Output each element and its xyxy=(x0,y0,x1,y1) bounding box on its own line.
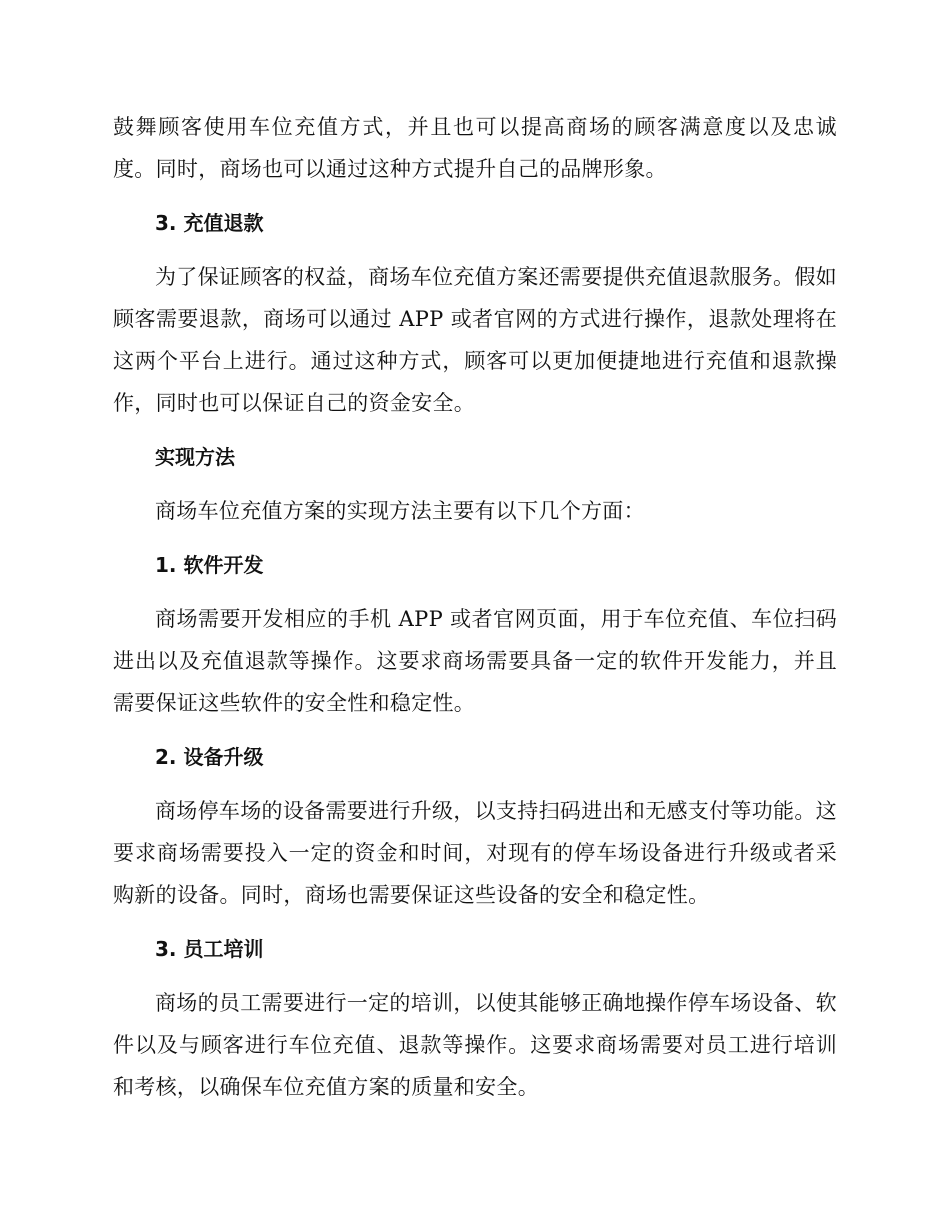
paragraph-software-development: 商场需要开发相应的手机 APP 或者官网页面，用于车位充值、车位扫码进出以及充值退款等操作。这要求商场需要具备一定的软件开发能力，并且需要保证这些软件的安全性和稳定性。 xyxy=(113,607,837,715)
document-page xyxy=(113,106,837,1108)
heading-equipment-upgrade: 2. 设备升级 xyxy=(155,745,264,769)
paragraph-equipment-upgrade: 商场停车场的设备需要进行升级，以支持扫码进出和无感支付等功能。这要求商场需要投入一定的资金和时间，对现有的停车场设备进行升级或者采购新的设备。同时，商场也需要保证这些设备的安全和稳定性。 xyxy=(113,799,837,907)
paragraph-loyalty: 鼓舞顾客使用车位充值方式，并且也可以提高商场的顾客满意度以及忠诚度。同时，商场也可以通过这种方式提升自己的品牌形象。 xyxy=(113,115,837,181)
paragraph-refund: 为了保证顾客的权益，商场车位充值方案还需要提供充值退款服务。假如顾客需要退款，商场可以通过 APP 或者官网的方式进行操作，退款处理将在这两个平台上进行。通过这种方式，顾客可以更加便捷地进行充值和退款操作，同时也可以保证自己的资金安全。 xyxy=(113,265,837,415)
heading-refund: 3. 充值退款 xyxy=(155,211,264,235)
paragraph-staff-training: 商场的员工需要进行一定的培训，以使其能够正确地操作停车场设备、软件以及与顾客进行车位充值、退款等操作。这要求商场需要对员工进行培训和考核，以确保车位充值方案的质量和安全。 xyxy=(113,991,837,1099)
paragraph-implementation-intro: 商场车位充值方案的实现方法主要有以下几个方面： xyxy=(155,499,645,523)
heading-staff-training: 3. 员工培训 xyxy=(155,937,264,961)
heading-software-development: 1. 软件开发 xyxy=(155,553,264,577)
heading-implementation: 实现方法 xyxy=(155,445,235,469)
